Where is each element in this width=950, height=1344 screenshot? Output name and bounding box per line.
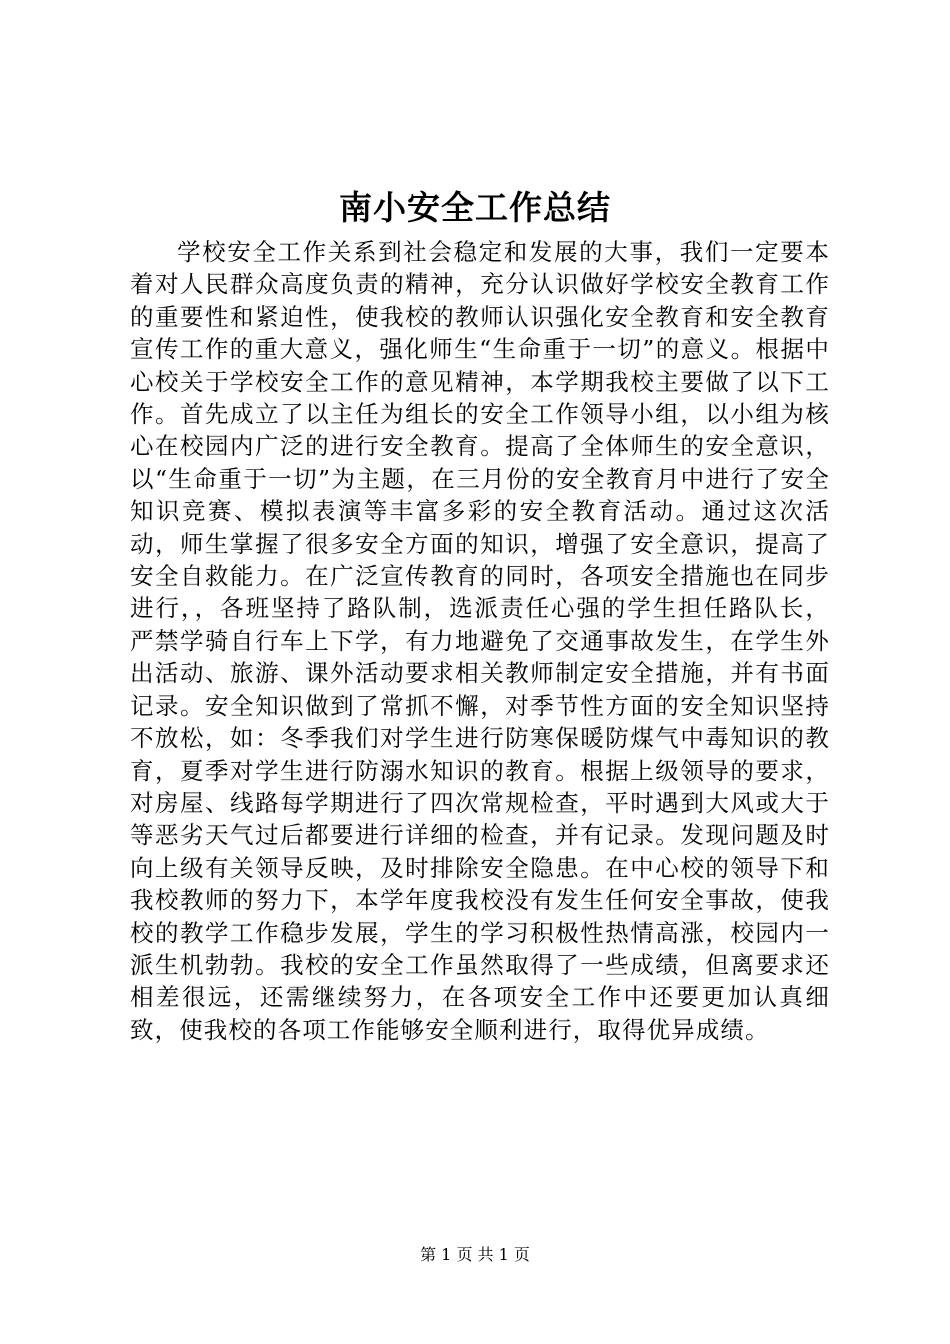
page-footer: 第 1 页 共 1 页: [420, 1245, 530, 1264]
document-title: 南小安全工作总结: [339, 188, 611, 227]
document-body-paragraph: 学校安全工作关系到社会稳定和发展的大事，我们一定要本着对人民群众高度负责的精神，充分认识做好学校安全教育工作的重要性和紧迫性，使我校的教师认识强化安全教育和安全教育宣传工作的重大意义，强化师生“生命重于一切”的意义。根据中心校关于学校安全工作的意见精神，本学期我校主要做了以下工作。首先成立了以主任为组长的安全工作领导小组，以小组为核心在校园内广泛的进行安全教育。提高了全体师生的安全意识，以“生命重于一切”为主题，在三月份的安全教育月中进行了安全知识竞赛、模拟表演等丰富多彩的安全教育活动。通过这次活动，师生掌握了很多安全方面的知识，增强了安全意识，提高了安全自救能力。在广泛宣传教育的同时，各项安全措施也在同步进行，，各班坚持了路队制，选派责任心强的学生担任路队长，严禁学骑自行车上下学，有力地避免了交通事故发生，在学生外出活动、旅游、课外活动要求相关教师制定安全措施，并有书面记录。安全知识做到了常抓不懈，对季节性方面的安全知识坚持不放松，如：冬季我们对学生进行防寒保暖防煤气中毒知识的教育，夏季对学生进行防溺水知识的教育。根据上级领导的要求，对房屋、线路每学期进行了四次常规检查，平时遇到大风或大于等恶劣天气过后都要进行详细的检查，并有记录。发现问题及时向上级有关领导反映，及时排除安全隐患。在中心校的领导下和我校教师的努力下，本学年度我校没有发生任何安全事故，使我校的教学工作稳步发展，学生的学习积极性热情高涨，校园内一派生机勃勃。我校的安全工作虽然取得了一些成绩，但离要求还相差很远，还需继续努力，在各项安全工作中还要更加认真细致，使我校的各项工作能够安全顺利进行，取得优异成绩。: [130, 238, 830, 1044]
